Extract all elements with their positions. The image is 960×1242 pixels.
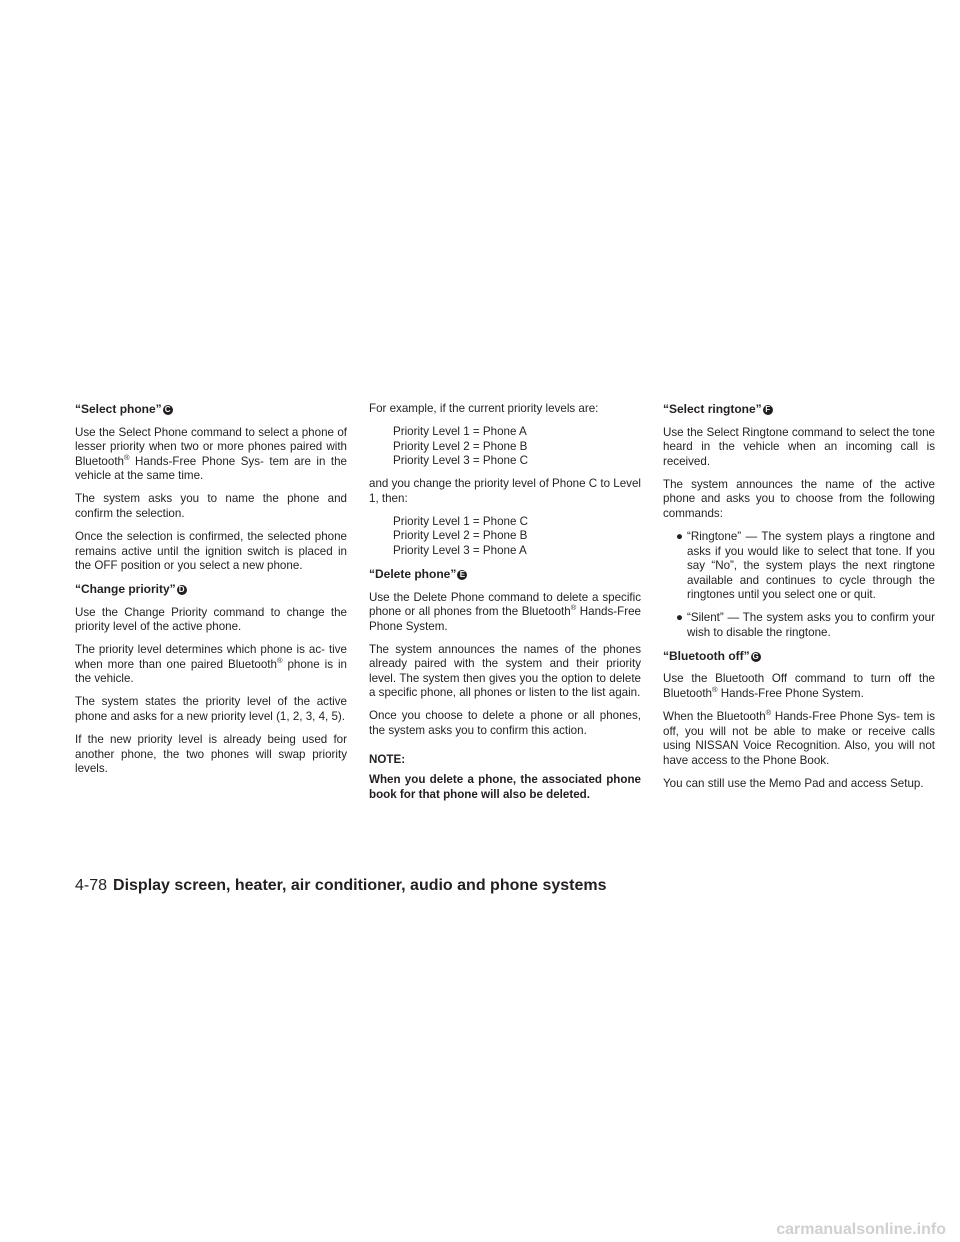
select-ringtone-p2: The system announces the name of the active phone and asks you to choose from the following commands: xyxy=(663,477,935,520)
delete-phone-heading: “Delete phone” E xyxy=(369,567,641,582)
registered-mark: ® xyxy=(765,708,772,718)
priority-level-line: Priority Level 2 = Phone B xyxy=(393,439,528,453)
select-phone-p1: Use the Select Phone command to select a phone of lesser priority when two or more phones paired with Bluetooth® Hands-Free Phone Sys- tem are in the vehicle at the same time. xyxy=(75,425,347,483)
watermark: carmanualsonline.info xyxy=(776,1221,946,1238)
note-heading: NOTE: xyxy=(369,752,406,766)
delete-phone-p1: Use the Delete Phone command to delete a specific phone or all phones from the Bluetooth® Hands-Free Phone System. xyxy=(369,590,642,633)
bluetooth-off-p1: Use the Bluetooth Off command to turn off the Bluetooth® Hands-Free Phone System. xyxy=(663,672,935,701)
registered-mark: ® xyxy=(124,452,130,462)
change-priority-heading: “Change priority” D xyxy=(75,582,347,597)
bullet-icon: ● xyxy=(676,529,684,543)
select-ringtone-p1: Use the Select Ringtone command to select the tone heard in the vehicle when an incoming call is received. xyxy=(663,425,935,468)
bluetooth-off-p2: When the Bluetooth® Hands-Free Phone Sys- tem is off, you will not be able to make or receive calls using NISSAN Voice Recognition. Also, you will not have access to the Phone Book. xyxy=(663,708,935,767)
column-1 xyxy=(75,402,347,785)
callout-e-icon: E xyxy=(457,570,467,580)
ringtone-command-list xyxy=(663,530,935,641)
list-item: ● “Ringtone” — The system plays a ringtone and asks if you would like to select that tone. If you say “No”, the system plays the next ringtone available and continues to cycle through the ringtones until you select one or quit. xyxy=(676,529,935,602)
priority-level-line: Priority Level 3 = Phone C xyxy=(393,454,529,468)
page-footer xyxy=(75,877,607,895)
callout-d-icon: D xyxy=(177,585,187,595)
section-title: Display screen, heater, air conditioner, audio and phone systems xyxy=(113,877,607,894)
select-phone-p3: Once the selection is confirmed, the selected phone remains active until the ignition switch is placed in the OFF position or you select a new phone. xyxy=(75,529,347,573)
select-ringtone-heading: “Select ringtone” F xyxy=(663,402,935,417)
change-priority-p3: The system states the priority level of the active phone and asks for a new priority level (1, 2, 3, 4, 5). xyxy=(75,695,347,724)
select-phone-heading: “Select phone” C xyxy=(75,402,347,417)
bluetooth-off-p3: You can still use the Memo Pad and access Setup. xyxy=(663,776,924,790)
priority-level-line: Priority Level 1 = Phone A xyxy=(393,424,527,438)
change-priority-p4: If the new priority level is already being used for another phone, the two phones will swap priority levels. xyxy=(75,733,347,776)
registered-mark: ® xyxy=(712,685,718,695)
column-3 xyxy=(663,402,935,800)
levels-before xyxy=(369,425,641,469)
page-number: 4-78 xyxy=(75,877,108,894)
callout-f-icon: F xyxy=(763,405,773,415)
callout-g-icon: G xyxy=(752,651,759,661)
priority-level-line: Priority Level 2 = Phone B xyxy=(393,529,528,543)
bluetooth-off-heading: “Bluetooth off” G xyxy=(663,648,759,663)
change-priority-p1: Use the Change Priority command to change the priority level of the active phone. xyxy=(75,605,347,634)
change-priority-p2: The priority level determines which phone is ac- tive when more than one paired Bluetooth® phone is in the vehicle. xyxy=(75,643,347,686)
bullet-icon: ● xyxy=(676,611,684,625)
change-text: and you change the priority level of Phone C to Level 1, then: xyxy=(369,477,641,505)
select-phone-p2: The system asks you to name the phone and confirm the selection. xyxy=(75,492,347,520)
example-intro: For example, if the current priority levels are: xyxy=(369,402,599,415)
callout-c-icon: C xyxy=(163,405,173,415)
registered-mark: ® xyxy=(276,656,283,666)
note-body: When you delete a phone, the associated phone book for that phone will also be deleted. xyxy=(369,773,641,801)
priority-level-line: Priority Level 3 = Phone A xyxy=(393,543,527,557)
list-item: ● “Silent” — The system asks you to confirm your wish to disable the ringtone. xyxy=(676,611,935,639)
column-2 xyxy=(369,402,641,811)
levels-after xyxy=(369,515,641,559)
priority-level-line: Priority Level 1 = Phone C xyxy=(393,514,529,528)
registered-mark: ® xyxy=(570,603,577,613)
delete-phone-p3: Once you choose to delete a phone or all phones, the system asks you to confirm this action. xyxy=(369,709,641,738)
delete-phone-p2: The system announces the names of the phones already paired with the system and their priority level. The system then gives you the option to delete a specific phone, all phones or listen to the list again. xyxy=(369,642,641,700)
